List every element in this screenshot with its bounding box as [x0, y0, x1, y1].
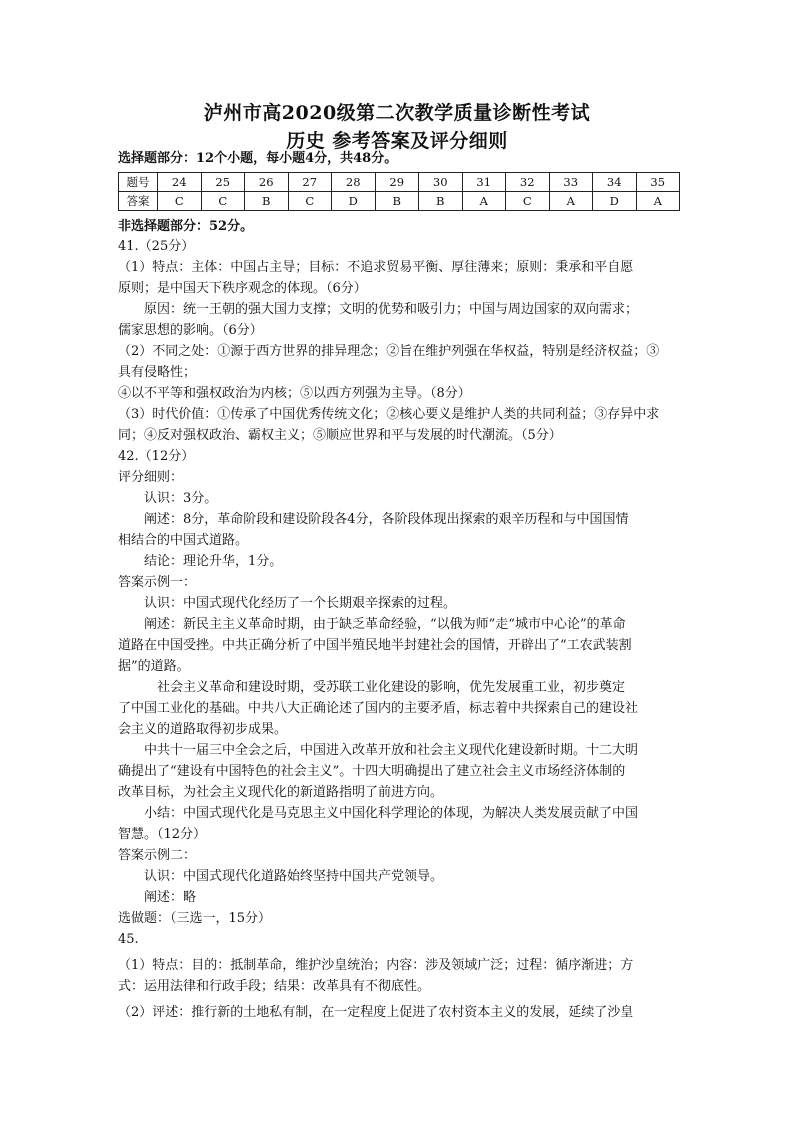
answer-cell: A — [462, 192, 506, 211]
question-number: 26 — [245, 173, 289, 192]
text-line: 儒家思想的影响。（6分） — [118, 323, 263, 338]
answer-cell: C — [506, 192, 550, 211]
text-line: 小结：中国式现代化是马克思主义中国化科学理论的体现，为解决人类发展贡献了中国 — [118, 806, 639, 821]
answer-cell: D — [332, 192, 376, 211]
question-number: 29 — [375, 173, 419, 192]
answer-cell: B — [375, 192, 419, 211]
text-line: 智慧。（12分） — [118, 827, 207, 842]
text-line: 阐述：略 — [118, 890, 197, 905]
text-line: 结论：理论升华，1分。 — [118, 554, 283, 569]
answer-cell: C — [201, 192, 245, 211]
text-line: 原则；是中国天下秩序观念的体现。（6分） — [118, 281, 367, 296]
text-line: 认识：中国式现代化经历了一个长期艰辛探索的过程。 — [118, 596, 457, 611]
answer-cell: B — [419, 192, 463, 211]
text-line: 阐述：8分，革命阶段和建设阶段各4分，各阶段体现出探索的艰辛历程和与中国国情 — [118, 512, 629, 527]
answer-table — [118, 172, 680, 211]
text-line: （3）时代价值：①传承了中国优秀传统文化；②核心要义是维护人类的共同利益；③存异中求 — [118, 407, 660, 422]
text-line: 阐述：新民主主义革命时期，由于缺乏革命经验，“以俄为师”走“城市中心论”的革命 — [118, 617, 626, 632]
text-line: 答案示例二： — [118, 848, 197, 863]
answer-cell: A — [636, 192, 680, 211]
text-line: 确提出了“建设有中国特色的社会主义”。十四大明确提出了建立社会主义市场经济体制的 — [118, 764, 626, 779]
question-number: 30 — [419, 173, 463, 192]
question-45-heading: 45. — [118, 932, 139, 947]
question-number: 27 — [288, 173, 332, 192]
text-line: （2）不同之处：①源于西方世界的排异理念；②旨在维护列强在华权益，特别是经济权益；③ — [118, 344, 660, 359]
row-label-number: 题号 — [119, 173, 158, 192]
text-line: 式：运用法律和行政手段；结果：改革具有不彻底性。 — [118, 979, 431, 994]
answer-cell: A — [549, 192, 593, 211]
text-line: 认识：中国式现代化道路始终坚持中国共产党领导。 — [118, 869, 444, 884]
text-line: 相结合的中国式道路。 — [118, 533, 249, 548]
question-number: 25 — [201, 173, 245, 192]
question-number: 31 — [462, 173, 506, 192]
text-line: 具有侵略性； — [118, 365, 197, 380]
document-subtitle: 历史 参考答案及评分细则 — [286, 130, 508, 152]
text-line: 评分细则： — [118, 470, 184, 485]
answer-cell: C — [288, 192, 332, 211]
answer-cell: B — [245, 192, 289, 211]
choice-section-header: 选择题部分：12个小题，每小题4分，共48分。 — [118, 151, 398, 166]
question-number: 33 — [549, 173, 593, 192]
question-number: 32 — [506, 173, 550, 192]
text-line: （1）特点：主体：中国占主导；目标：不追求贸易平衡、厚往薄来；原则：秉承和平自愿 — [118, 260, 634, 275]
text-line: 原因：统一王朝的强大国力支撑；文明的优势和吸引力；中国与周边国家的双向需求； — [118, 302, 639, 317]
question-number: 34 — [593, 173, 637, 192]
question-number: 28 — [332, 173, 376, 192]
question-number: 35 — [636, 173, 680, 192]
non-choice-section-header: 非选择题部分：52分。 — [118, 219, 254, 234]
text-line: 认识：3分。 — [118, 491, 218, 506]
text-line: 同；④反对强权政治、霸权主义；⑤顺应世界和平与发展的时代潮流。（5分） — [118, 428, 562, 443]
answer-cell: C — [158, 192, 202, 211]
question-number-row — [119, 173, 680, 192]
document-title: 泸州市高2020级第二次教学质量诊断性考试 — [203, 102, 591, 124]
text-line: 社会主义革命和建设时期，受苏联工业化建设的影响，优先发展重工业，初步奠定 — [118, 680, 626, 695]
text-line: 改革目标，为社会主义现代化的新道路指明了前进方向。 — [118, 785, 444, 800]
text-line: 会主义的道路取得初步成果。 — [118, 722, 288, 737]
text-line: ④以不平等和强权政治为内核；⑤以西方列强为主导。（8分） — [118, 386, 471, 401]
elective-heading: 选做题：（三选一，15分） — [118, 911, 272, 926]
text-line: 道路在中国受挫。中共正确分析了中国半殖民地半封建社会的国情，开辟出了“工农武装割 — [118, 638, 632, 653]
answer-row — [119, 192, 680, 211]
text-line: （2）评述：推行新的土地私有制，在一定程度上促进了农村资本主义的发展，延续了沙皇 — [118, 1005, 634, 1020]
text-line: 了中国工业化的基础。中共八大正确论述了国内的主要矛盾，标志着中共探索自己的建设社 — [118, 701, 639, 716]
answer-cell: D — [593, 192, 637, 211]
question-42-heading: 42.（12分） — [118, 449, 195, 464]
question-number: 24 — [158, 173, 202, 192]
text-line: （1）特点：目的：抵制革命，维护沙皇统治；内容：涉及领域广泛；过程：循序渐进；方 — [118, 958, 634, 973]
text-line: 据”的道路。 — [118, 659, 190, 674]
text-line: 中共十一届三中全会之后，中国进入改革开放和社会主义现代化建设新时期。十二大明 — [118, 743, 639, 758]
row-label-answer: 答案 — [119, 192, 158, 211]
text-line: 答案示例一： — [118, 575, 197, 590]
question-41-heading: 41.（25分） — [118, 239, 195, 254]
